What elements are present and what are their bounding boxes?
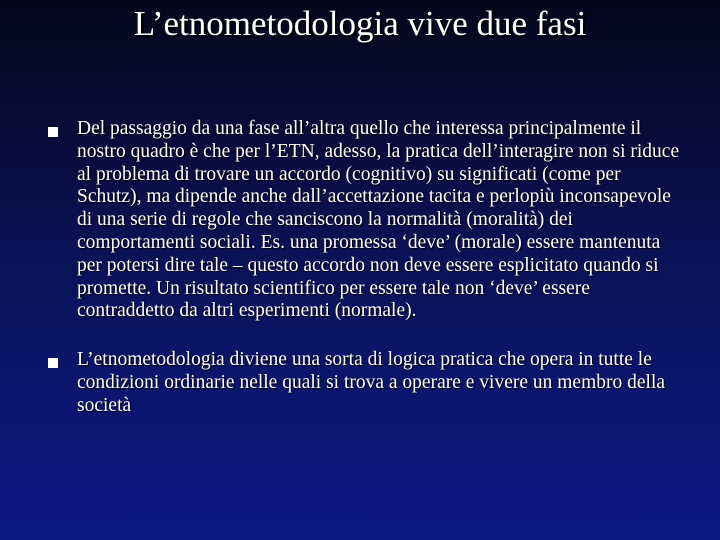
bullet-text: Del passaggio da una fase all’altra quello che interessa principalmente il nostro quadro è che per l’ETN, adesso, la pratica dell’interagire non si riduce al problema di trovare un accordo (cognitivo) su significati (come per Schutz), ma dipende anche dall’accettazione tacita e perlopiù inconsapevole di una serie di regole che sanciscono la normalità (moralità) dei comportamenti sociali. Es. una promessa ‘deve’ (morale) essere mantenuta per potersi dire tale – questo accordo non deve essere esplicitato quando si promette. Un risultato scientifico per essere tale non ‘deve’ essere contraddetto da altri esperimenti (normale). (77, 118, 680, 322)
bullet-text: L’etnometodologia diviene una sorta di logica pratica che opera in tutte le condizioni ordinarie nelle quali si trova a operare e vivere un membro della società (77, 349, 666, 416)
slide-title: L’etnometodologia vive due fasi (133, 4, 587, 43)
square-bullet-icon (48, 358, 58, 368)
bullet-item (40, 349, 680, 417)
bullet-list (40, 118, 680, 444)
bullet-item (40, 118, 680, 323)
square-bullet-icon (48, 127, 58, 137)
